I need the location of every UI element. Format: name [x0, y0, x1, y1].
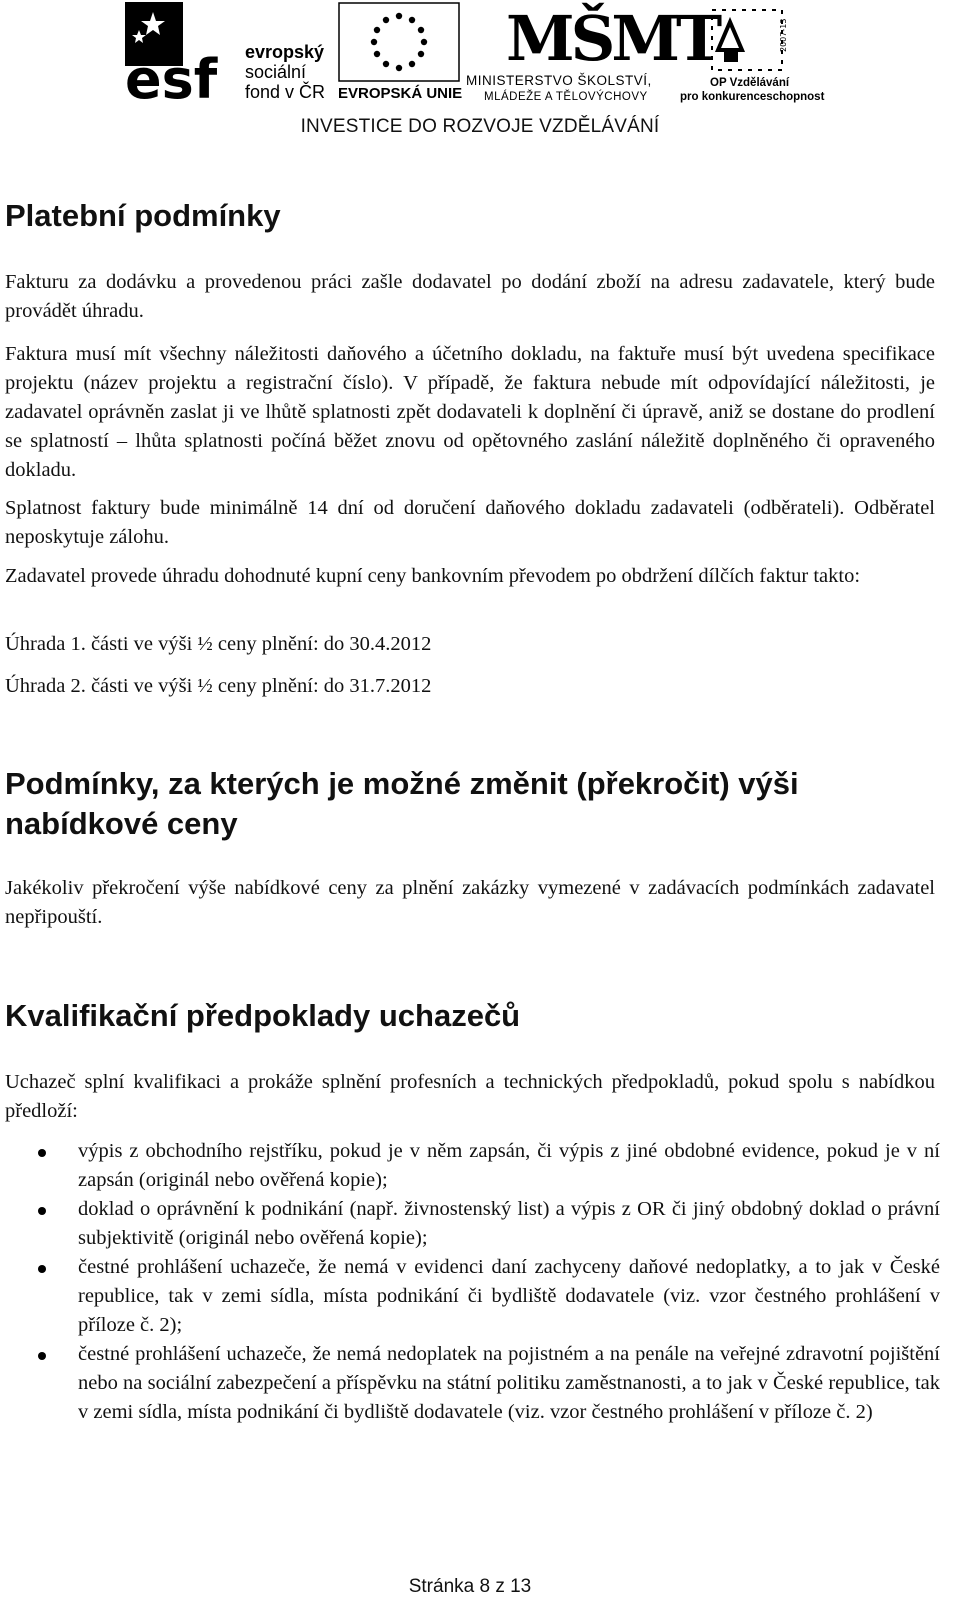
- list-item: [0, 1137, 940, 1195]
- bullet-icon: [38, 1265, 46, 1273]
- list-item: [0, 1195, 940, 1253]
- esf-line1: evropský: [245, 42, 325, 62]
- list-item-text: čestné prohlášení uchazeče, že nemá v evidenci daní zachyceny daňové nedoplatky, a to jak v České republice, tak v zemi sídla, místa podnikání či bydliště dodavatele (viz. vzor čestného prohlášení v příloze č. 2);: [78, 1256, 940, 1336]
- payment-installment-2: Úhrada 2. části ve výši ½ ceny plnění: do 31.7.2012: [5, 675, 432, 697]
- payment-title: Platební podmínky: [5, 198, 281, 233]
- msmt-line2: MLÁDEŽE A TĚLOVÝCHOVY: [484, 91, 648, 103]
- price-change-title-line2: nabídkové ceny: [5, 806, 238, 841]
- msmt-line1: MINISTERSTVO ŠKOLSTVÍ,: [466, 73, 652, 88]
- list-item-text: doklad o oprávnění k podnikání (např. živnostenský list) a výpis z OR či jiný obdobný doklad o právní subjektivitě (originál nebo ověřená kopie);: [78, 1198, 940, 1249]
- esf-line2: sociální: [245, 62, 307, 82]
- bullet-icon: [38, 1149, 46, 1157]
- op-line1: OP Vzdělávání: [710, 77, 790, 89]
- list-item-text: výpis z obchodního rejstříku, pokud je v něm zapsán, či výpis z jiné obdobné evidence, pokud je v ní zapsán (originál nebo ověřená kopie);: [78, 1140, 940, 1191]
- qualification-list: [0, 1137, 940, 1427]
- payment-paragraph-4: Zadavatel provede úhradu dohodnuté kupní ceny bankovním převodem po obdržení dílčích faktur takto:: [5, 565, 861, 587]
- payment-paragraph-3: Splatnost faktury bude minimálně 14 dní od doručení daňového dokladu zadavateli (odběrateli). Odběratel neposkytuje zálohu.: [5, 497, 935, 548]
- list-item: [0, 1340, 940, 1427]
- eu-logo: [338, 2, 463, 102]
- msmt-logo: [466, 2, 719, 103]
- op-line2: pro konkurenceschopnost: [680, 91, 825, 103]
- price-change-title-line1: Podmínky, za kterých je možné změnit (překročit) výši: [5, 766, 799, 801]
- svg-text:MŠMT: MŠMT: [506, 2, 719, 75]
- esf-line3: fond v ČR: [245, 82, 326, 102]
- list-item: [0, 1253, 940, 1340]
- qualification-intro: Uchazeč splní kvalifikaci a prokáže splnění profesních a technických předpokladů, pokud spolu s nabídkou předloží:: [5, 1071, 935, 1122]
- svg-text:2007-13: 2007-13: [779, 18, 788, 52]
- header-logo-bar: [0, 0, 960, 150]
- payment-paragraph-2: Faktura musí mít všechny náležitosti daňového a účetního dokladu, na faktuře musí být uvedena specifikace projektu (název projektu a registrační číslo). V případě, že faktura nebude mít odpovídající náležitosti, je zadavatel oprávněn zaslat ji ve lhůtě splatnosti zpět dodavateli k doplnění či úpravě, aniž se dostane do prodlení se splatností – lhůta splatnosti počíná běžet znovu od opětovného zaslání náležitě doplněného či opraveného dokladu.: [5, 343, 935, 481]
- eu-label: EVROPSKÁ UNIE: [338, 85, 463, 102]
- eu-flag-icon: [338, 2, 460, 82]
- esf-logo: [125, 2, 335, 111]
- list-item-text: čestné prohlášení uchazeče, že nemá nedoplatek na pojistném a na penále na veřejné zdravotní pojištění nebo na sociální zabezpečení a příspěvku na státní politiku zaměstnanosti, a to jak v České republice, tak v zemi sídla, místa podnikání či bydliště dodavatele (viz. vzor čestného prohlášení v příloze č. 2): [78, 1343, 940, 1423]
- op-logo: [680, 2, 825, 103]
- svg-text:esf: esf: [125, 48, 218, 111]
- header-tagline: INVESTICE DO ROZVOJE VZDĚLÁVÁNÍ: [300, 116, 660, 137]
- qualification-title: Kvalifikační předpoklady uchazečů: [5, 998, 521, 1033]
- payment-installment-1: Úhrada 1. části ve výši ½ ceny plnění: do 30.4.2012: [5, 633, 432, 655]
- price-change-paragraph: Jakékoliv překročení výše nabídkové ceny za plnění zakázky vymezené v zadávacích podmínkách zadavatel nepřipouští.: [5, 877, 935, 928]
- page-number: Stránka 8 z 13: [408, 1576, 532, 1597]
- bullet-icon: [38, 1207, 46, 1215]
- payment-paragraph-1: Fakturu za dodávku a provedenou práci zašle dodavatel po dodání zboží na adresu zadavatele, který bude provádět úhradu.: [5, 271, 935, 322]
- price-change-title: [5, 764, 799, 844]
- bullet-icon: [38, 1352, 46, 1360]
- op-emblem-icon: [708, 2, 798, 72]
- msmt-emblem-icon: [506, 2, 719, 75]
